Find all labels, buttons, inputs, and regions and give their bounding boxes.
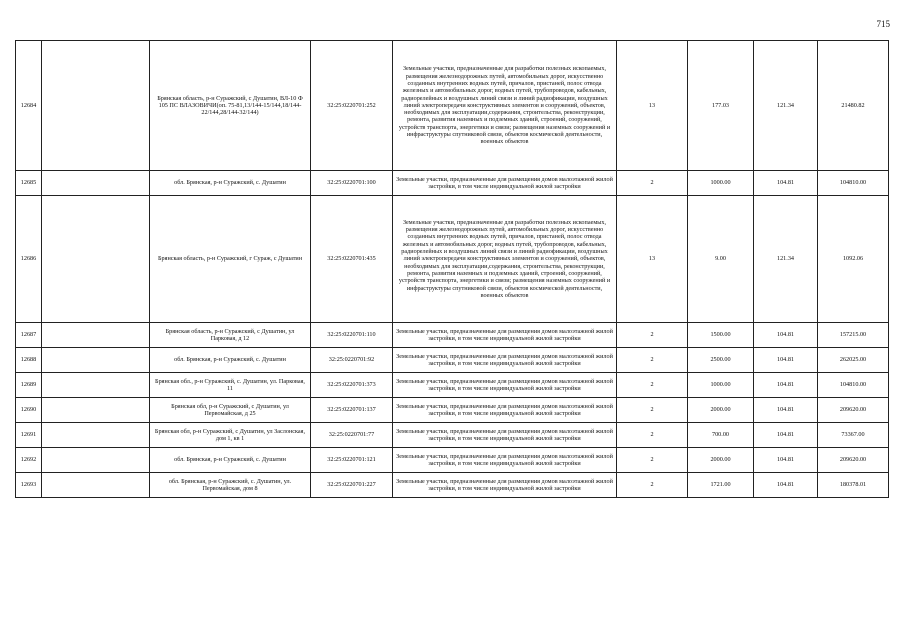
blank-cell [42,448,150,473]
code-cell: 2 [617,171,688,196]
rate-cell: 104.81 [754,448,818,473]
land-purpose-cell: Земельные участки, предназначенные для размещения домов малоэтажной жилой застройки, в том числе индивидуальной жилой застройки [393,348,617,373]
value-cell: 157215.00 [818,323,889,348]
table-row [16,196,889,323]
page-number: 715 [876,19,890,29]
value-cell: 104810.00 [818,373,889,398]
table-row [16,348,889,373]
table-row [16,398,889,423]
code-cell: 2 [617,323,688,348]
cadastral-number-cell: 32:25:0220701:137 [311,398,393,423]
land-purpose-cell: Земельные участки, предназначенные для размещения домов малоэтажной жилой застройки, в том числе индивидуальной жилой застройки [393,423,617,448]
land-purpose-cell: Земельные участки, предназначенные для разработки полезных ископаемых, размещения железнодорожных путей, автомобильных дорог, искусственно созданных внутренних водных путей, причалов, пристаней, полос отвода железных и автомобильных дорог, водных путей, трубопроводов, кабельных, радиорелейных и воздушных линий связи и линий радиофикации, воздушных линий электропередачи конструктивных элементов и сооружений, объектов, необходимых для эксплуатации,содержания, строительства, реконструкции, ремонта, развития наземных и подземных зданий, строений, сооружений, устройств транспорта, энергетики и связи; размещения наземных сооружений и инфраструктуры спутниковой связи, объектов космической деятельности, военных объектов [393,41,617,171]
blank-cell [42,196,150,323]
code-cell: 2 [617,373,688,398]
code-cell: 13 [617,41,688,171]
land-purpose-cell: Земельные участки, предназначенные для размещения домов малоэтажной жилой застройки, в том числе индивидуальной жилой застройки [393,171,617,196]
area-cell: 2500.00 [688,348,754,373]
table-row [16,373,889,398]
land-purpose-cell: Земельные участки, предназначенные для размещения домов малоэтажной жилой застройки, в том числе индивидуальной жилой застройки [393,373,617,398]
land-purpose-cell: Земельные участки, предназначенные для размещения домов малоэтажной жилой застройки, в том числе индивидуальной жилой застройки [393,323,617,348]
table-row [16,473,889,498]
address-cell: Брянская обл, р-н Суражский, с Душатин, ул Заслонская, дом 1, кв 1 [150,423,311,448]
rate-cell: 121.34 [754,41,818,171]
row-id: 12691 [16,423,42,448]
cadastral-number-cell: 32:25:0220701:121 [311,448,393,473]
blank-cell [42,348,150,373]
rate-cell: 104.81 [754,398,818,423]
cadastral-number-cell: 32:25:0220701:77 [311,423,393,448]
row-id: 12687 [16,323,42,348]
row-id: 12684 [16,41,42,171]
address-cell: обл. Брянская, р-н Суражский, с. Душатин [150,448,311,473]
address-cell: обл. Брянская, р-н Суражский, с. Душатин [150,171,311,196]
blank-cell [42,323,150,348]
address-cell: обл. Брянская, р-н Суражский, с. Душатин, ул. Первомайская, дом 8 [150,473,311,498]
table-row [16,41,889,171]
value-cell: 209620.00 [818,398,889,423]
rate-cell: 104.81 [754,473,818,498]
cadastral-number-cell: 32:25:0220701:373 [311,373,393,398]
blank-cell [42,41,150,171]
land-purpose-cell: Земельные участки, предназначенные для разработки полезных ископаемых, размещения железнодорожных путей, автомобильных дорог, искусственно созданных внутренних водных путей, причалов, пристаней, полос отвода железных и автомобильных дорог, водных путей, трубопроводов, кабельных, радиорелейных и воздушных линий связи и линий радиофикации, воздушных линий электропередачи конструктивных элементов и сооружений, объектов, необходимых для эксплуатации,содержания, строительства, реконструкции, ремонта, развития наземных и подземных зданий, строений, сооружений, устройств транспорта, энергетики и связи; размещения наземных сооружений и инфраструктуры спутниковой связи, объектов космической деятельности, военных объектов [393,196,617,323]
rate-cell: 104.81 [754,171,818,196]
value-cell: 262025.00 [818,348,889,373]
blank-cell [42,473,150,498]
land-purpose-cell: Земельные участки, предназначенные для размещения домов малоэтажной жилой застройки, в том числе индивидуальной жилой застройки [393,398,617,423]
value-cell: 104810.00 [818,171,889,196]
row-id: 12685 [16,171,42,196]
address-cell: Брянская область, р-н Суражский, г Сураж, с Душатин [150,196,311,323]
value-cell: 209620.00 [818,448,889,473]
area-cell: 1000.00 [688,171,754,196]
area-cell: 9.00 [688,196,754,323]
table-row [16,171,889,196]
cadastral-number-cell: 32:25:0220701:110 [311,323,393,348]
code-cell: 2 [617,348,688,373]
row-id: 12689 [16,373,42,398]
land-purpose-cell: Земельные участки, предназначенные для размещения домов малоэтажной жилой застройки, в том числе индивидуальной жилой застройки [393,448,617,473]
value-cell: 1092.06 [818,196,889,323]
address-cell: Брянская область, р-н Суражский, с Душатин, ВЛ-10 Ф 105 ПС ВЛАЗОВИЧИ(оп. 75-81,13/144-15/144,18/144-22/144,28/144-32/144) [150,41,311,171]
code-cell: 2 [617,398,688,423]
code-cell: 2 [617,423,688,448]
code-cell: 13 [617,196,688,323]
table-row [16,448,889,473]
value-cell: 180378.01 [818,473,889,498]
code-cell: 2 [617,448,688,473]
address-cell: обл. Брянская, р-н Суражский, с. Душатин [150,348,311,373]
area-cell: 700.00 [688,423,754,448]
row-id: 12688 [16,348,42,373]
rate-cell: 104.81 [754,348,818,373]
row-id: 12690 [16,398,42,423]
cadastral-number-cell: 32:25:0220701:92 [311,348,393,373]
address-cell: Брянская область, р-н Суражский, с Душатин, ул Парковая, д 12 [150,323,311,348]
row-id: 12692 [16,448,42,473]
rate-cell: 104.81 [754,323,818,348]
cadastral-number-cell: 32:25:0220701:435 [311,196,393,323]
rate-cell: 104.81 [754,423,818,448]
address-cell: Брянская обл, р-н Суражский, с Душатин, ул Первомайская, д 25 [150,398,311,423]
table-row [16,323,889,348]
land-registry-table [15,40,889,498]
address-cell: Брянская обл., р-н Суражский, с. Душатин, ул. Парковая, 11 [150,373,311,398]
cadastral-number-cell: 32:25:0220701:227 [311,473,393,498]
area-cell: 177.03 [688,41,754,171]
blank-cell [42,423,150,448]
blank-cell [42,373,150,398]
cadastral-number-cell: 32:25:0220701:100 [311,171,393,196]
row-id: 12686 [16,196,42,323]
row-id: 12693 [16,473,42,498]
blank-cell [42,398,150,423]
cadastral-number-cell: 32:25:0220701:252 [311,41,393,171]
rate-cell: 104.81 [754,373,818,398]
value-cell: 73367.00 [818,423,889,448]
area-cell: 1500.00 [688,323,754,348]
table-row [16,423,889,448]
rate-cell: 121.34 [754,196,818,323]
area-cell: 2000.00 [688,448,754,473]
blank-cell [42,171,150,196]
area-cell: 1000.00 [688,373,754,398]
value-cell: 21480.82 [818,41,889,171]
code-cell: 2 [617,473,688,498]
area-cell: 1721.00 [688,473,754,498]
land-purpose-cell: Земельные участки, предназначенные для размещения домов малоэтажной жилой застройки, в том числе индивидуальной жилой застройки [393,473,617,498]
area-cell: 2000.00 [688,398,754,423]
